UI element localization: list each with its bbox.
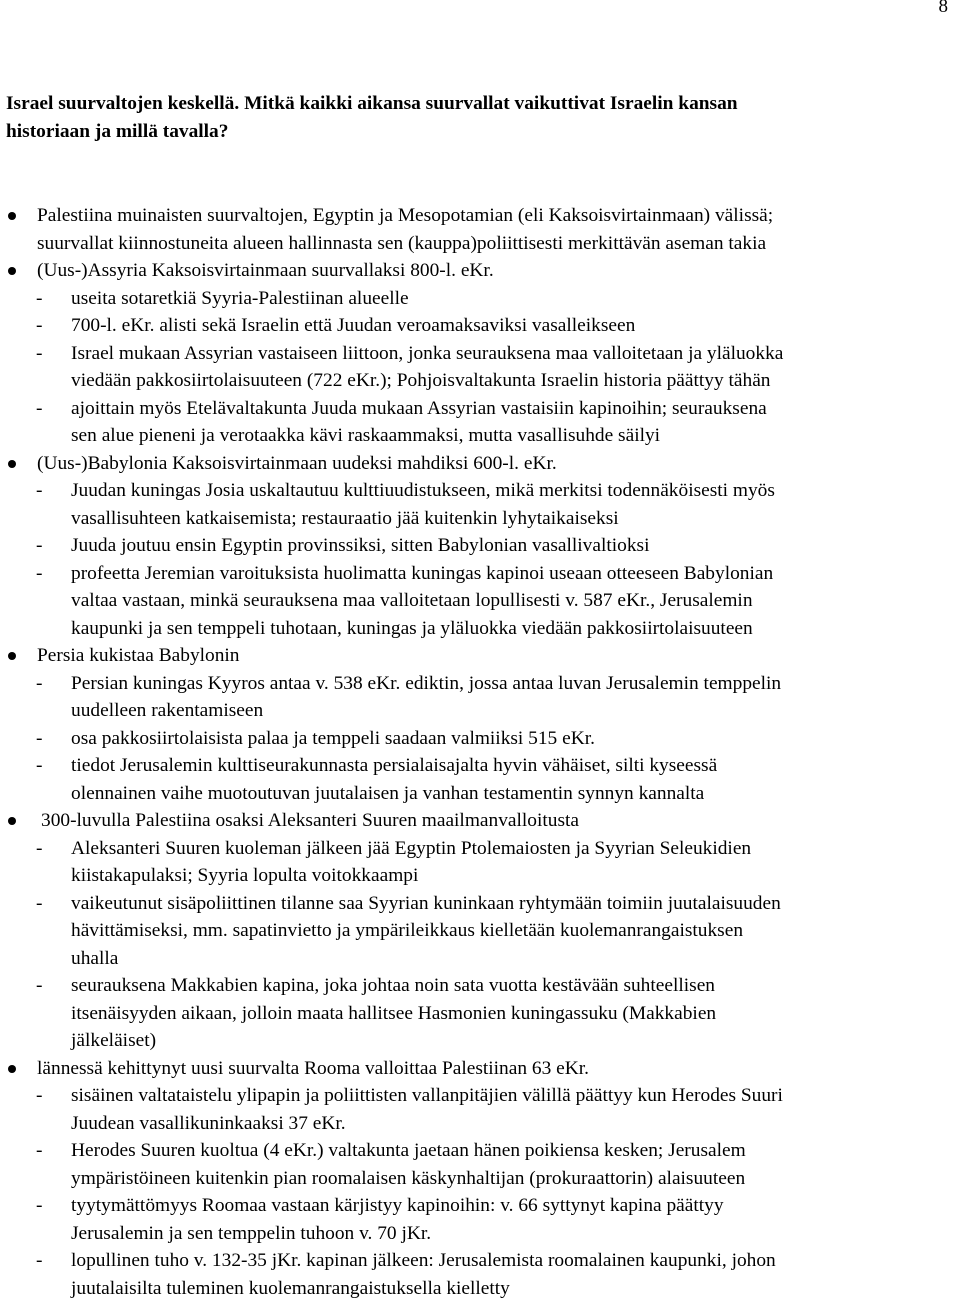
dash-marker: -	[36, 892, 43, 914]
item-line: tyytymättömyys Roomaa vastaan kärjistyy kapinoihin: v. 66 syttynyt kapina päättyy	[71, 1195, 724, 1216]
item-line: (Uus-)Babylonia Kaksoisvirtainmaan uudeksi mahdiksi 600-l. eKr.	[37, 452, 557, 474]
bullet-icon	[8, 212, 16, 220]
item-line: Herodes Suuren kuoltua (4 eKr.) valtakunta jaetaan hänen poikiensa kesken; Jerusalem	[71, 1140, 746, 1161]
item-line: (Uus-)Assyria Kaksoisvirtainmaan suurvallaksi 800-l. eKr.	[37, 260, 494, 281]
dash-item	[0, 1247, 960, 1302]
dash-marker: -	[36, 562, 43, 584]
dash-marker: -	[36, 672, 43, 694]
bullet-icon	[8, 267, 16, 275]
item-line: sisäinen valtataistelu ylipapin ja poliittisten vallanpitäjien välillä päättyy kun Herodes Suuri	[71, 1085, 783, 1106]
item-line: lännessä kehittynyt uusi suurvalta Rooma valloittaa Palestiinan 63 eKr.	[37, 1057, 589, 1079]
dash-marker: -	[36, 1195, 43, 1216]
dash-marker: -	[36, 975, 43, 996]
item-line: jälkeläiset)	[71, 1030, 157, 1051]
item-line: uhalla	[71, 947, 119, 969]
dash-marker: -	[36, 1140, 43, 1161]
item-line: uudelleen rakentamiseen	[71, 700, 264, 721]
dash-marker: -	[36, 727, 43, 749]
item-line: useita sotaretkiä Syyria-Palestiinan alueelle	[71, 287, 409, 309]
dash-item	[0, 752, 960, 807]
item-line: 700-l. eKr. alisti sekä Israelin että Juudan veroamaksaviksi vasalleikseen	[71, 315, 636, 336]
bullet-icon	[8, 1065, 16, 1073]
item-line: sen alue pieneni ja verotaakka kävi raskaammaksi, mutta vasallisuhde säilyi	[71, 425, 661, 446]
item-line: Juudean vasallikuninkaaksi 37 eKr.	[71, 1112, 346, 1134]
item-line: Juuda joutuu ensin Egyptin provinssiksi, sitten Babylonian vasallivaltioksi	[71, 535, 650, 556]
item-line: kiistakapulaksi; Syyria lopulta voitokkaampi	[71, 865, 419, 886]
item-line: profeetta Jeremian varoituksista huolimatta kuningas kapinoi useaan otteeseen Babylonian	[71, 562, 774, 584]
dash-marker: -	[36, 397, 43, 419]
page-number: 8	[938, 0, 948, 17]
dash-item	[0, 1082, 960, 1137]
item-line: juutalaisilta tuleminen kuolemanrangaistuksella kielletty	[71, 1277, 510, 1299]
item-line: 300-luvulla Palestiina osaksi Aleksanteri Suuren maailmanvalloitusta	[41, 810, 579, 831]
page-title	[6, 90, 946, 145]
bullet-item	[0, 807, 960, 835]
item-line: hävittämiseksi, mm. sapatinvietto ja ympärileikkaus kielletään kuolemanrangaistuksen	[71, 920, 744, 941]
item-line: Palestiina muinaisten suurvaltojen, Egyptin ja Mesopotamian (eli Kaksoisvirtainmaan) välissä;	[37, 205, 774, 226]
item-line: viedään pakkosiirtolaisuuteen (722 eKr.); Pohjoisvaltakunta Israelin historia päättyy tähän	[71, 370, 771, 391]
item-line: vaikeutunut sisäpoliittinen tilanne saa Syyrian kuninkaan ryhtymään toimiin juutalaisuuden	[71, 892, 781, 914]
dash-item	[0, 395, 960, 450]
dash-item	[0, 532, 960, 560]
dash-marker: -	[36, 755, 43, 776]
dash-marker: -	[36, 535, 43, 556]
dash-marker: -	[36, 1085, 43, 1106]
item-line: osa pakkosiirtolaisista palaa ja temppeli saadaan valmiiksi 515 eKr.	[71, 727, 595, 749]
item-line: valtaa vastaan, minkä seurauksena maa valloitetaan lopullisesti v. 587 eKr., Jerusalemin	[71, 590, 753, 611]
dash-item	[0, 560, 960, 643]
dash-item	[0, 890, 960, 973]
dash-item	[0, 972, 960, 1055]
dash-item	[0, 725, 960, 753]
dash-marker: -	[36, 342, 43, 364]
dash-item	[0, 670, 960, 725]
dash-item	[0, 285, 960, 313]
bullet-icon	[8, 652, 16, 660]
bullet-item	[0, 257, 960, 285]
dash-item	[0, 340, 960, 395]
item-line: Persian kuningas Kyyros antaa v. 538 eKr. ediktin, jossa antaa luvan Jerusalemin temppelin	[71, 672, 782, 694]
dash-marker: -	[36, 315, 43, 336]
title-line: Israel suurvaltojen keskellä. Mitkä kaikki aikansa suurvallat vaikuttivat Israelin kansan	[6, 93, 738, 114]
bullet-item	[0, 450, 960, 478]
document-body	[0, 202, 960, 1302]
item-line: lopullinen tuho v. 132-35 jKr. kapinan jälkeen: Jerusalemista roomalainen kaupunki, johon	[71, 1250, 776, 1271]
dash-item	[0, 312, 960, 340]
item-line: ajoittain myös Etelävaltakunta Juuda mukaan Assyrian vastaisiin kapinoihin; seurauksena	[71, 397, 767, 419]
bullet-icon	[8, 460, 16, 468]
item-line: Jerusalemin ja sen temppelin tuhoon v. 70 jKr.	[71, 1222, 432, 1244]
dash-item	[0, 835, 960, 890]
dash-marker: -	[36, 287, 43, 309]
dash-item	[0, 1192, 960, 1247]
item-line: seurauksena Makkabien kapina, joka johtaa noin sata vuotta kestävään suhteellisen	[71, 975, 715, 996]
dash-marker: -	[36, 1250, 43, 1271]
bullet-item	[0, 642, 960, 670]
bullet-item	[0, 1055, 960, 1083]
dash-item	[0, 1137, 960, 1192]
dash-marker: -	[36, 480, 43, 501]
dash-marker: -	[36, 837, 43, 859]
item-line: Aleksanteri Suuren kuoleman jälkeen jää Egyptin Ptolemaiosten ja Syyrian Seleukidien	[71, 837, 752, 859]
title-line: historiaan ja millä tavalla?	[6, 120, 229, 142]
item-line: olennainen vaihe muotoutuvan juutalaisen ja vanhan testamentin synnyn kannalta	[71, 782, 705, 804]
item-line: vasallisuhteen katkaisemista; restauraatio jää kuitenkin lyhytaikaiseksi	[71, 507, 619, 529]
item-line: suurvallat kiinnostuneita alueen hallinnasta sen (kauppa)poliittisesti merkittävän aseman takia	[37, 232, 767, 254]
dash-item	[0, 477, 960, 532]
item-line: Israel mukaan Assyrian vastaiseen liittoon, jonka seurauksena maa valloitetaan ja yläluokka	[71, 342, 784, 364]
item-line: Persia kukistaa Babylonin	[37, 645, 240, 666]
bullet-item	[0, 202, 960, 257]
bullet-icon	[8, 817, 16, 825]
item-line: itsenäisyyden aikaan, jolloin maata hallitsee Hasmonien kuningassuku (Makkabien	[71, 1002, 717, 1024]
item-line: tiedot Jerusalemin kulttiseurakunnasta persialaisajalta hyvin vähäiset, silti kyseessä	[71, 755, 718, 776]
item-line: Juudan kuningas Josia uskaltautuu kulttiuudistukseen, mikä merkitsi todennäköisesti myös	[71, 480, 775, 501]
item-line: ympäristöineen kuitenkin pian roomalaisen käskynhaltijan (prokuraattorin) alaisuuteen	[71, 1167, 746, 1189]
item-line: kaupunki ja sen temppeli tuhotaan, kuningas ja yläluokka viedään pakkosiirtolaisuuteen	[71, 617, 753, 639]
